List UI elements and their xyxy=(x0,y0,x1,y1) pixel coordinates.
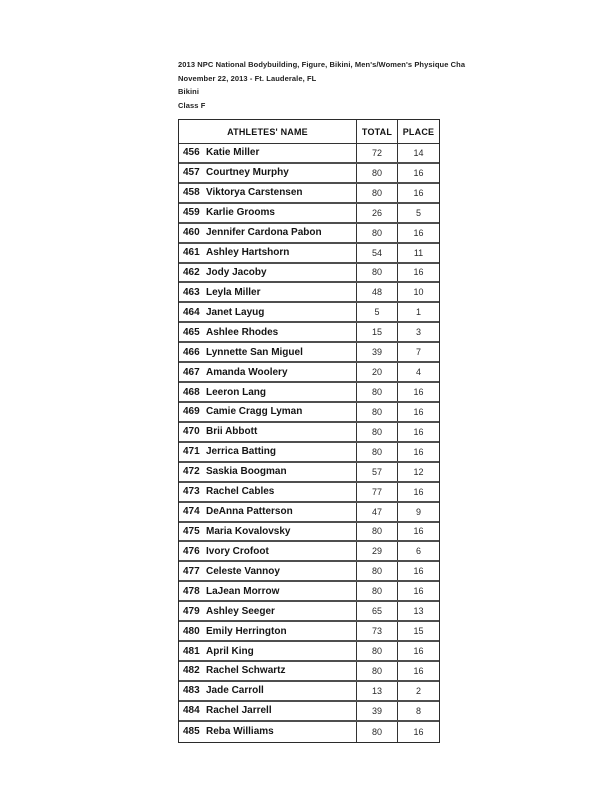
table-row xyxy=(179,184,439,204)
athlete-name: Reba Williams xyxy=(206,726,274,738)
event-class: Class F xyxy=(178,100,206,110)
athlete-number: 478 xyxy=(183,585,200,597)
athlete-place: 16 xyxy=(413,167,424,178)
athlete-place: 16 xyxy=(413,267,424,278)
athlete-place: 1 xyxy=(415,307,421,318)
athlete-name: Camie Cragg Lyman xyxy=(206,406,303,418)
athlete-total: 15 xyxy=(371,327,382,338)
column-header-athletes-name: ATHLETES' NAME xyxy=(227,126,308,137)
athlete-name: Brii Abbott xyxy=(206,426,258,438)
athlete-total: 80 xyxy=(371,167,382,178)
table-row xyxy=(179,562,439,582)
athlete-place: 8 xyxy=(415,705,421,716)
athlete-name: Jade Carroll xyxy=(206,685,264,697)
athlete-name: Leyla Miller xyxy=(206,286,261,298)
athlete-name: Ashley Seeger xyxy=(206,605,275,617)
table-row xyxy=(179,642,439,662)
athlete-number: 476 xyxy=(183,545,200,557)
athlete-place: 7 xyxy=(415,347,421,358)
athlete-number: 465 xyxy=(183,326,200,338)
table-row xyxy=(179,164,439,184)
athlete-number: 475 xyxy=(183,525,200,537)
athlete-number: 469 xyxy=(183,406,200,418)
athlete-number: 462 xyxy=(183,266,200,278)
athlete-name: Lynnette San Miguel xyxy=(206,346,303,358)
athlete-name: Amanda Woolery xyxy=(206,366,288,378)
athlete-number: 477 xyxy=(183,565,200,577)
column-header-total: TOTAL xyxy=(356,120,397,143)
athlete-total: 65 xyxy=(371,606,382,617)
athlete-total: 80 xyxy=(371,566,382,577)
athlete-total: 80 xyxy=(371,187,382,198)
athlete-number: 473 xyxy=(183,486,200,498)
athlete-place: 10 xyxy=(413,287,424,298)
athlete-total: 29 xyxy=(371,546,382,557)
table-body xyxy=(179,144,439,742)
results-table xyxy=(178,119,440,743)
athlete-number: 470 xyxy=(183,426,200,438)
athlete-total: 26 xyxy=(371,207,382,218)
athlete-total: 80 xyxy=(371,426,382,437)
table-row xyxy=(179,224,439,244)
athlete-name: Emily Herrington xyxy=(206,625,287,637)
table-row xyxy=(179,383,439,403)
athlete-number: 459 xyxy=(183,207,200,219)
athlete-place: 5 xyxy=(415,207,421,218)
athlete-place: 12 xyxy=(413,466,424,477)
athlete-place: 16 xyxy=(413,486,424,497)
athlete-name: Saskia Boogman xyxy=(206,466,287,478)
athlete-total: 80 xyxy=(371,387,382,398)
athlete-name: Leeron Lang xyxy=(206,386,267,398)
athlete-number: 483 xyxy=(183,685,200,697)
table-row xyxy=(179,662,439,682)
athlete-name: Jody Jacoby xyxy=(206,266,267,278)
table-row xyxy=(179,283,439,303)
athlete-place: 6 xyxy=(415,546,421,557)
athlete-total: 80 xyxy=(371,267,382,278)
athlete-place: 16 xyxy=(413,406,424,417)
athlete-total: 39 xyxy=(371,347,382,358)
table-row xyxy=(179,602,439,622)
athlete-number: 460 xyxy=(183,227,200,239)
table-row xyxy=(179,722,439,742)
athlete-number: 458 xyxy=(183,187,200,199)
athlete-name: April King xyxy=(206,645,254,657)
athlete-total: 13 xyxy=(371,685,382,696)
table-row xyxy=(179,303,439,323)
athlete-total: 57 xyxy=(371,466,382,477)
athlete-name: Ashlee Rhodes xyxy=(206,326,279,338)
athlete-number: 481 xyxy=(183,645,200,657)
athlete-total: 80 xyxy=(371,726,382,737)
athlete-number: 472 xyxy=(183,466,200,478)
athlete-place: 11 xyxy=(413,247,424,258)
table-row xyxy=(179,363,439,383)
document-header xyxy=(178,58,466,112)
table-row xyxy=(179,682,439,702)
athlete-place: 16 xyxy=(413,646,424,656)
table-row xyxy=(179,443,439,463)
athlete-total: 80 xyxy=(371,665,382,676)
athlete-place: 16 xyxy=(413,387,424,398)
athlete-name: Karlie Grooms xyxy=(206,207,275,219)
athlete-total: 54 xyxy=(371,247,382,258)
athlete-number: 471 xyxy=(183,446,200,458)
table-row xyxy=(179,622,439,642)
table-row xyxy=(179,244,439,264)
athlete-place: 16 xyxy=(413,426,424,437)
table-row xyxy=(179,503,439,523)
athlete-name: DeAnna Patterson xyxy=(206,506,293,518)
table-row xyxy=(179,463,439,483)
athlete-total: 73 xyxy=(371,626,382,637)
table-row xyxy=(179,483,439,503)
athlete-number: 480 xyxy=(183,625,200,637)
athlete-total: 80 xyxy=(371,646,382,656)
athlete-name: Janet Layug xyxy=(206,306,265,318)
athlete-number: 464 xyxy=(183,306,200,318)
athlete-name: Courtney Murphy xyxy=(206,167,289,179)
table-row xyxy=(179,204,439,224)
event-date-location: November 22, 2013 - Ft. Lauderale, FL xyxy=(178,73,317,83)
athlete-number: 463 xyxy=(183,286,200,298)
athlete-place: 2 xyxy=(415,685,421,696)
athlete-place: 4 xyxy=(415,367,421,378)
table-row xyxy=(179,423,439,443)
athlete-total: 80 xyxy=(371,526,382,537)
athlete-place: 15 xyxy=(413,626,424,637)
athlete-place: 16 xyxy=(413,526,424,537)
athlete-place: 13 xyxy=(413,606,424,617)
athlete-name: Rachel Schwartz xyxy=(206,665,286,677)
table-row xyxy=(179,403,439,423)
athlete-name: Rachel Jarrell xyxy=(206,705,272,717)
athlete-place: 9 xyxy=(415,506,421,517)
athlete-place: 16 xyxy=(413,586,424,597)
athlete-total: 80 xyxy=(371,446,382,457)
athlete-place: 14 xyxy=(413,147,424,158)
athlete-name: Ivory Crofoot xyxy=(206,545,269,557)
table-row xyxy=(179,264,439,284)
athlete-place: 16 xyxy=(413,227,424,238)
column-header-place: PLACE xyxy=(397,120,439,143)
event-division: Bikini xyxy=(178,87,200,97)
athlete-name: Jennifer Cardona Pabon xyxy=(206,227,322,239)
athlete-name: Maria Kovalovsky xyxy=(206,525,291,537)
athlete-place: 16 xyxy=(413,187,424,198)
athlete-total: 39 xyxy=(371,705,382,716)
athlete-number: 456 xyxy=(183,147,200,159)
athlete-name: Katie Miller xyxy=(206,147,260,159)
athlete-number: 474 xyxy=(183,506,200,518)
athlete-place: 16 xyxy=(413,446,424,457)
table-row xyxy=(179,582,439,602)
athlete-place: 16 xyxy=(413,665,424,676)
table-row xyxy=(179,144,439,164)
athlete-place: 16 xyxy=(413,726,424,737)
athlete-total: 77 xyxy=(371,486,382,497)
athlete-total: 47 xyxy=(371,506,382,517)
athlete-place: 16 xyxy=(413,566,424,577)
table-row xyxy=(179,323,439,343)
athlete-number: 484 xyxy=(183,705,200,717)
event-title: 2013 NPC National Bodybuilding, Figure, Bikini, Men's/Women's Physique Cha xyxy=(178,60,466,69)
athlete-number: 467 xyxy=(183,366,200,378)
table-row xyxy=(179,702,439,722)
athlete-total: 48 xyxy=(371,287,382,298)
athlete-total: 80 xyxy=(371,586,382,597)
athlete-place: 3 xyxy=(415,327,421,338)
athlete-number: 479 xyxy=(183,605,200,617)
athlete-total: 5 xyxy=(374,307,380,318)
athlete-total: 80 xyxy=(371,406,382,417)
athlete-number: 485 xyxy=(183,726,200,738)
athlete-number: 466 xyxy=(183,346,200,358)
athlete-number: 457 xyxy=(183,167,200,179)
table-row xyxy=(179,542,439,562)
table-row xyxy=(179,343,439,363)
athlete-name: LaJean Morrow xyxy=(206,585,280,597)
athlete-name: Viktorya Carstensen xyxy=(206,187,303,199)
athlete-total: 20 xyxy=(371,367,382,378)
athlete-name: Ashley Hartshorn xyxy=(206,247,290,259)
table-header-row xyxy=(179,120,439,144)
athlete-total: 72 xyxy=(371,147,382,158)
athlete-name: Jerrica Batting xyxy=(206,446,277,458)
athlete-number: 468 xyxy=(183,386,200,398)
athlete-number: 482 xyxy=(183,665,200,677)
athlete-total: 80 xyxy=(371,227,382,238)
athlete-number: 461 xyxy=(183,247,200,259)
table-row xyxy=(179,523,439,543)
athlete-name: Celeste Vannoy xyxy=(206,565,280,577)
athlete-name: Rachel Cables xyxy=(206,486,275,498)
